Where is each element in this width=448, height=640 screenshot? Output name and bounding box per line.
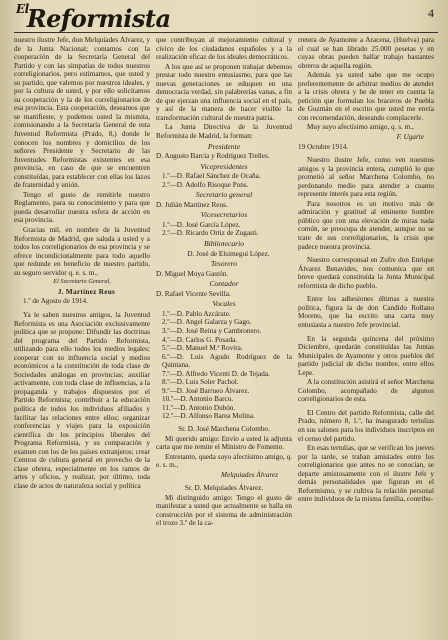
list-item: 6.º—D. Luis Agudo Rodríguez de la Quintana. bbox=[162, 352, 292, 370]
tesorero: D. Miguel Moya Gastón. bbox=[156, 269, 229, 278]
col2-paragraph-5: Entretanto, queda suyo afectísimo amigo, q. e. s. m., bbox=[156, 452, 292, 470]
list-item: 5.º—D. Manuel M.ª Rovira. bbox=[162, 344, 243, 353]
list-item: 2.º—D. Ricardo Ortiz de Zugasti. bbox=[162, 229, 259, 238]
heading-tesorero: Tesorero bbox=[210, 259, 238, 269]
presidente: D. Augusto Barcia y Rodríguez Trelles. bbox=[156, 152, 270, 161]
col3-paragraph-1: rretera de Ayamonte a Aracena, (Huelva) para el cual se han librado 25.000 pesetas y en cuyas obras pueden hallar trabajo bastantes obreros de aquella región. bbox=[298, 36, 434, 70]
list-item: 7.º—D. Alfredo Vicenti D. de Tejada. bbox=[162, 369, 270, 378]
heading-presidente: Presidente bbox=[207, 141, 241, 151]
col3-paragraph-9: A la constitución asistirá el señor Marchena Colombo, acompañado de algunos correligionarios de esta. bbox=[298, 378, 434, 404]
letter-date-october: 19 Octubre 1914. bbox=[298, 142, 349, 151]
list-item: 11.º—D. Antonio Dubón. bbox=[162, 403, 236, 412]
col3-paragraph-11: En esas tertulias, que se verifican los jueves por la tarde, se traban amistades entre los correligionarios que antes no se conocían, se departe amistosamente con el ilustre Jefe y demás personalidades que figuran en el Reformismo, y se cultiva la relación personal entre individuos de la misma familia, contribu- bbox=[298, 444, 434, 504]
col1-paragraph-2: Tengo el gusto de remitirle nuestro Reglamento, para su conocimiento y para que pueda desarrollar nuestra esfera de acción en esa provincia. bbox=[14, 190, 150, 225]
col3-paragraph-4: Nuestro ilustre Jefe, como ven nuestros amigos y la provincia entera, cumplió lo que prometió al señor Marchena Colombo, no perdonando medio para atender a cuanto represente interés para esta región. bbox=[298, 156, 434, 199]
list-item: 8.º—D. Luis Soler Pachol. bbox=[162, 378, 239, 387]
list-item: 10.º—D. Antonio Barco. bbox=[162, 395, 234, 404]
col2-paragraph-2: A los que así se proponen trabajar debemos prestar todo nuestro entusiasmo, para que las nuevas generaciones se eduquen en una democracia verdad, sin palabrerías vanas, a fin de que ejerzan una influencia social en el país, y así de la manera de hacer visible la transformación cultural de nuestra patria. bbox=[156, 62, 292, 122]
heading-contador: Contador bbox=[209, 279, 239, 289]
heading-vicepresidentes: Vicepresidentes bbox=[200, 161, 248, 171]
bibliotecario: D. José de Elsimegui López. bbox=[187, 249, 270, 258]
list-item: 12.º—D. Alfonso Barea Molina. bbox=[162, 412, 255, 421]
logo-prefix: El bbox=[16, 2, 29, 16]
vicesecretarios-list bbox=[156, 221, 292, 238]
list-item: 9.º—D. José Barrueo Álvarez. bbox=[162, 386, 250, 395]
column-2 bbox=[156, 36, 292, 636]
col3-paragraph-8: En la segunda quincena del próximo Diciembre, quedarán constituídas las Juntas Municipales de Ayamonte y otros pueblos del partido judicial de dicho nombre, entre ellos Lepe. bbox=[298, 334, 434, 377]
newspaper-logo bbox=[16, 2, 171, 33]
col1-paragraph-1: nuestro ilustre Jefe, don Melquiades Álvarez, y de la Junta Nacional; contamos con la cooperación de la Secretaría General del Partido y con las simpatías de todos nuestros correligionarios, pero estimamos, que usted y su partido, que valemos por nuestros ideales, y por la cultura de usted, y por ello solicitamos su cooperación y la de los correligionarios de esa provincia. Esta cooperación, deseamos que se manifieste, y podemos usted la mismita, comisionando a la Secretaría General de esta Juventud Reformista (Prado, 8,) donde le conocen los nombres y domicilios de los señores Presidente y Secretario de las Juventudes Reformistas existentes en esa provincia, en caso de que se encuentren constituídas, para establecer con ellas los lazos de fraternidad y unión. bbox=[14, 36, 150, 190]
secretario: D. Julián Martínez Reus. bbox=[156, 200, 228, 209]
list-item: 1.º—D. José García López. bbox=[162, 220, 241, 229]
col1-paragraph-4: Ya le saben nuestros amigos, la Juventud Reformista es una Asociación exclusivamente política que se propone: Difundir las doctrinas del programa del Partido Reformista, utilizando para ello todos los medios legales; cooperar con su influencia social y medios económicos a la constitución de toda clase de Sociedades análogas en provincias; auxiliar activamente, con toda clase de influencias, a la propaganda y trabajos dispuestos por el Partido Reformista; contribuir a la educación política de todos los individuos afiliados y facilitar las relaciones entre ellos; organizar conferencias y viajes para la exposición científica de los principios liberales del Programa Reformista, y su comparación y examen con los de los países extranjeros; crear Centros de cultura general en provecho de la clase obrera, especialmente en los ramos de artes y oficios, y realizar, por último, toda clase de actos de naturaleza social y política bbox=[14, 310, 150, 490]
signature-role: El Secretario General, bbox=[53, 278, 111, 286]
list-item: 4.º—D. Carlos G. Posada. bbox=[162, 335, 238, 344]
vicepresidentes-list bbox=[156, 172, 292, 189]
list-item: 3.º—D. José Reina y Cambronero. bbox=[162, 326, 262, 335]
signature-melquiades: Melquiades Álvarez bbox=[220, 470, 278, 479]
vocales-list bbox=[156, 310, 292, 421]
col2-paragraph-4: Mi querido amigo: Envío a usted la adjunta carta que me remite el Ministro de Fomento. bbox=[156, 434, 292, 452]
addressee-marchena: Sr. D. José Marchena Colombo. bbox=[178, 424, 270, 433]
signature-ugarte: F. Ugarte bbox=[396, 133, 424, 142]
heading-vocales: Vocales bbox=[212, 299, 236, 309]
logo-title: Reformista bbox=[26, 4, 171, 33]
list-item: 2.º—D. Adolfo Risoque Pons. bbox=[162, 180, 249, 189]
heading-secretario: Secretario general bbox=[195, 190, 253, 200]
heading-bibliotecario: Bibliotecario bbox=[203, 239, 245, 249]
masthead bbox=[14, 2, 438, 33]
column-1 bbox=[14, 36, 150, 636]
heading-vicesecretarios: Vicesecretarios bbox=[200, 210, 248, 220]
col3-paragraph-5: Para nosotros es un motivo más de admiración y gratitud al eminente hombre público que con una elevación de miras nada común, se preocupa de atender, aunque no se trate de sus correligionarios, la crisis que padece nuestra provincia. bbox=[298, 199, 434, 251]
article-columns bbox=[14, 36, 434, 636]
contador: D. Rafael Vicente Sevilla. bbox=[156, 289, 231, 298]
col3-paragraph-6: Nuestro corresponsal en Zufre don Enrique Álvarez Benavides, nos comunica que en breve quedará constituída la Junta Municipal reformista de dicho pueblo. bbox=[298, 256, 434, 290]
col3-paragraph-10: El Centro del partido Reformista, calle del Prado, número 8, 1.º, ha inaugurado tertulias en sus salones para los individuos inscriptos en el censo del partido. bbox=[298, 408, 434, 443]
col3-paragraph-7: Entre los adhesiones últimas a nuestra política, figura la de don Candido Rollano Moreno, que ha escrito una carta muy entusiasta a nuestro Jefe provincial. bbox=[298, 295, 434, 329]
addressee-melquiades: Sr. D. Melquiades Álvarez. bbox=[184, 484, 264, 493]
list-item: 2.º—D. Angel Galarza y Gago. bbox=[162, 318, 252, 327]
column-3 bbox=[298, 36, 434, 636]
col3-paragraph-2: Además ya usted sabe que me ocupo preferentemente de arbitrar medios de atender a la crisis obrera y he de tener en cuenta la petición que formulan los braceros de Puebla de Guzmán en el escrito que usted me envía con recomendación, deseando complacerle. bbox=[298, 71, 434, 122]
col2-paragraph-3: La Junta Directiva de la Juventud Reformista de Madrid, la forman: bbox=[156, 123, 292, 141]
letter-date: 1.º de Agosto de 1914. bbox=[23, 297, 88, 306]
page-number: 4 bbox=[428, 6, 434, 20]
col1-paragraph-3: Gracias mil, en nombre de la Juventud Reformista de Madrid, que saluda a usted y a todos los correligionarios de esa provincia y se ofrece incondicionalmente para todo aquello que redunde en beneficio de nuestro partido, su seguro servidor q. e. s. m., bbox=[14, 226, 150, 277]
col2-paragraph-6: Mi distinguido amigo: Tengo el gusto de manifestar a usted que actualmente se halla en construcción por el sistema de administración el trozo 3.º de la ca- bbox=[156, 493, 292, 528]
list-item: 1.º—D. Rafael Sánchez de Ocaña. bbox=[162, 172, 261, 181]
col2-paragraph-1: que contribuyan al mejoramiento cultural y cívico de los ciudadanos españoles y a la realización eficaz de los ideales democráticos. bbox=[156, 36, 292, 62]
list-item: 1.º—D. Pablo Azcárate. bbox=[162, 309, 231, 318]
signature-name: J. Martínez Reus bbox=[57, 287, 116, 296]
col3-paragraph-3: Muy suyo afectísimo amigo, q. s. m., bbox=[307, 123, 414, 132]
